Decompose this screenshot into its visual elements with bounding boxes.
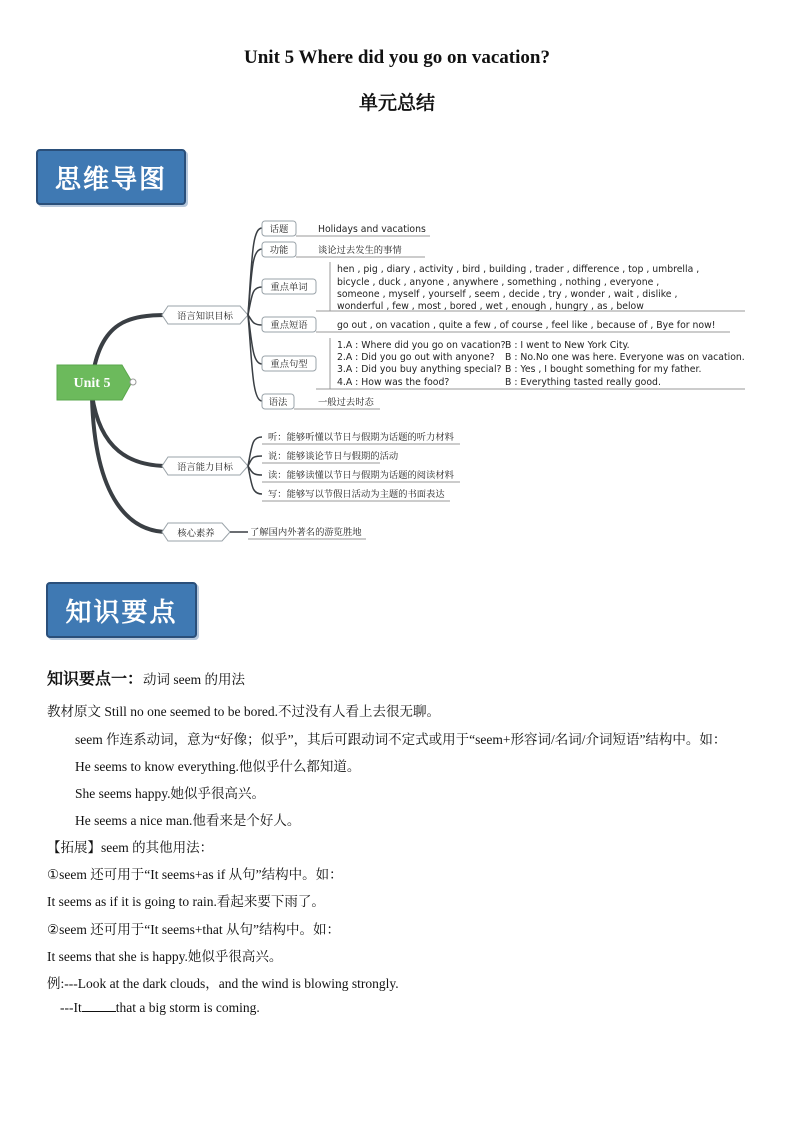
topic-text: Holidays and vacations <box>318 224 426 235</box>
page-subtitle: 单元总结 <box>358 92 435 114</box>
node-lang-knowledge-label: 语言知识目标 <box>177 311 233 322</box>
knowledge-banner <box>46 582 197 638</box>
function-text: 谈论过去发生的事情 <box>318 245 402 256</box>
sentence-2a: 2.A : Did you go out with anyone? <box>337 352 495 363</box>
text-line: ①seem 还可用于“It seems+as if 从句”结构中。如： <box>47 867 343 882</box>
knowledge-banner-label: 知识要点 <box>65 597 178 628</box>
knowledge-heading-rest: 动词 seem 的用法 <box>143 672 246 687</box>
node-core-label: 核心素养 <box>177 528 215 539</box>
grammar-text: 一般过去时态 <box>318 397 374 408</box>
words-line-3: someone , myself , yourself , seem , decide , try , wonder , wait , dislike , <box>337 289 678 300</box>
answer-blank[interactable] <box>82 999 116 1012</box>
text-line: It seems that she is happy.她似乎很高兴。 <box>47 949 283 964</box>
text-line: seem 作连系动词，意为“好像；似乎”，其后可跟动词不定式或用于“seem+形容词/名词/介词短语”结构中。如： <box>75 732 727 747</box>
words-label: 重点单词 <box>270 282 308 293</box>
text-line: He seems a nice man.他看来是个好人。 <box>75 813 301 828</box>
exercise-pre: ---It <box>60 1000 82 1015</box>
collapse-icon <box>130 379 136 385</box>
grammar-label: 语法 <box>268 397 288 408</box>
words-line-4: wonderful , few , most , bored , wet , enough , hungry , as , below <box>337 301 644 312</box>
exercise-line <box>60 999 260 1016</box>
ability-write: 写：能够写以节假日活动为主题的书面表达 <box>268 489 445 500</box>
text-line: 【拓展】seem 的其他用法： <box>47 840 214 855</box>
function-label: 功能 <box>269 245 289 256</box>
words-line-2: bicycle , duck , anyone , anywhere , something , nothing , everyone , <box>337 277 660 288</box>
topic-label: 话题 <box>269 224 289 235</box>
knowledge-heading-bold: 知识要点一： <box>47 671 144 688</box>
mindmap-banner-label: 思维导图 <box>54 164 167 195</box>
knowledge-heading <box>47 666 245 689</box>
sentence-3a: 3.A : Did you buy anything special? <box>337 364 502 375</box>
words-line-1: hen , pig , diary , activity , bird , building , trader , difference , top , umbrella , <box>337 264 700 275</box>
phrases-text: go out , on vacation , quite a few , of course , feel like , because of , Bye for now! <box>337 320 716 331</box>
mindmap-banner <box>36 149 186 205</box>
root-label: Unit 5 <box>73 376 111 391</box>
ability-listen: 听：能够听懂以节日与假期为话题的听力材料 <box>268 432 454 443</box>
core-text: 了解国内外著名的游览胜地 <box>250 527 362 538</box>
mind-map <box>0 205 794 555</box>
exercise-post: that a big storm is coming. <box>115 1000 260 1015</box>
ability-read: 读：能够读懂以节日与假期为话题的阅读材料 <box>268 470 454 481</box>
text-line: It seems as if it is going to rain.看起来要下雨了。 <box>47 894 325 909</box>
phrases-label: 重点短语 <box>270 320 308 331</box>
text-line: 教材原文 Still no one seemed to be bored.不过没有人看上去很无聊。 <box>47 704 440 719</box>
sentence-1b: B : I went to New York City. <box>505 340 630 351</box>
text-line: He seems to know everything.他似乎什么都知道。 <box>75 759 361 774</box>
text-line: ②seem 还可用于“It seems+that 从句”结构中。如： <box>47 922 341 937</box>
branch-line-ability <box>92 395 168 466</box>
sentence-4a: 4.A : How was the food? <box>337 377 450 388</box>
sentence-1a: 1.A : Where did you go on vacation? <box>337 340 506 351</box>
text-line: 例:---Look at the dark clouds，and the wind is blowing strongly. <box>47 976 399 991</box>
ability-speak: 说：能够谈论节日与假期的活动 <box>268 451 399 462</box>
sentences-label: 重点句型 <box>270 359 308 370</box>
sentence-3b: B : Yes , I bought something for my father. <box>505 364 702 375</box>
text-line: She seems happy.她似乎很高兴。 <box>75 786 265 801</box>
sentence-4b: B : Everything tasted really good. <box>505 377 661 388</box>
page-title: Unit 5 Where did you go on vacation? <box>244 47 550 68</box>
node-lang-ability-label: 语言能力目标 <box>177 462 233 473</box>
sentence-2b: B : No.No one was here. Everyone was on vacation. <box>505 352 745 363</box>
